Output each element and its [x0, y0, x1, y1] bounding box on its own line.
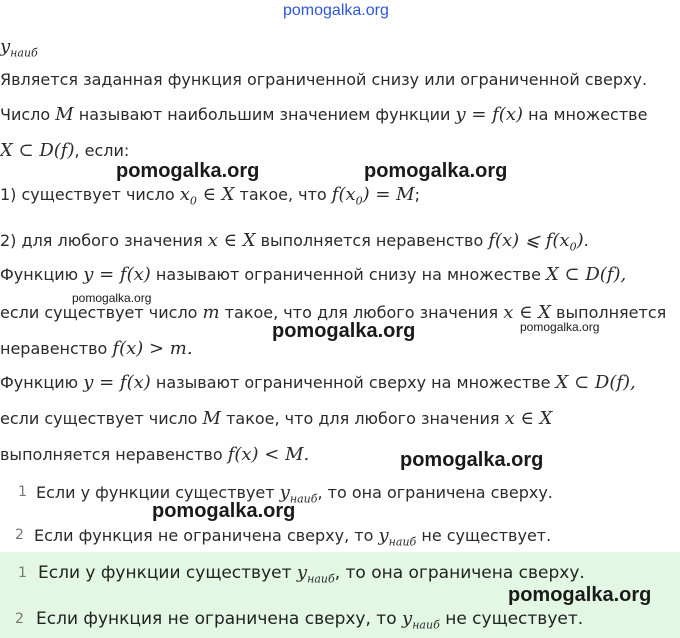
def-above-line-2: если существует число M такое, что для любого значения x ∈ X [0, 408, 553, 429]
def-below-line-3: неравенство f(x) > m. [0, 338, 193, 359]
option-number: 1 [18, 565, 27, 581]
watermark: pomogalka.org [508, 584, 652, 606]
option-number: 1 [18, 484, 27, 500]
watermark: pomogalka.org [152, 500, 296, 522]
option-number: 2 [15, 527, 24, 543]
watermark: pomogalka.org [364, 160, 508, 182]
header-symbol: $y_{наиб}$ [0, 36, 38, 60]
watermark: pomogalka.org [116, 160, 260, 182]
def-below-line-1: Функцию y = f(x) называют ограниченной снизу на множестве X ⊂ D(f), [0, 264, 627, 285]
def-below-line-2: если существует число m такое, что для любого значения x ∈ X выполняется [0, 302, 667, 323]
def-above-line-1: Функцию y = f(x) называют ограниченной сверху на множестве X ⊂ D(f), [0, 372, 636, 393]
option-text: Если у функции существует $y_{наиб}$, то она ограничена сверху. [38, 562, 585, 586]
question-text: Является заданная функция ограниченной снизу или ограниченной сверху. [0, 70, 648, 89]
option-text: Если функция не ограничена сверху, то $y_{наиб}$ не существует. [34, 525, 552, 549]
option-text: Если функция не ограничена сверху, то $y_{наиб}$ не существует. [36, 608, 584, 632]
def-max-line-2: X ⊂ D(f), если: [0, 140, 130, 161]
def-max-line-1: Число M называют наибольшим значением функции y = f(x) на множестве [0, 104, 648, 125]
option-number: 2 [15, 611, 24, 627]
def-above-line-3: выполняется неравенство f(x) < M. [0, 444, 310, 465]
watermark: pomogalka.org [520, 320, 600, 334]
condition-2: 2) для любого значения x ∈ X выполняется неравенство f(x) ⩽ $f(x_0)$. [0, 230, 589, 254]
watermark-top: pomogalka.org [283, 2, 389, 19]
watermark: pomogalka.org [400, 449, 544, 471]
watermark: pomogalka.org [272, 320, 416, 342]
option-text: Если у функции существует $y_{наиб}$, то она ограничена сверху. [36, 482, 553, 506]
condition-1: 1) существует число $x_0$ ∈ X такое, что $f(x_0) = M$; [0, 184, 420, 208]
watermark: pomogalka.org [72, 291, 152, 305]
